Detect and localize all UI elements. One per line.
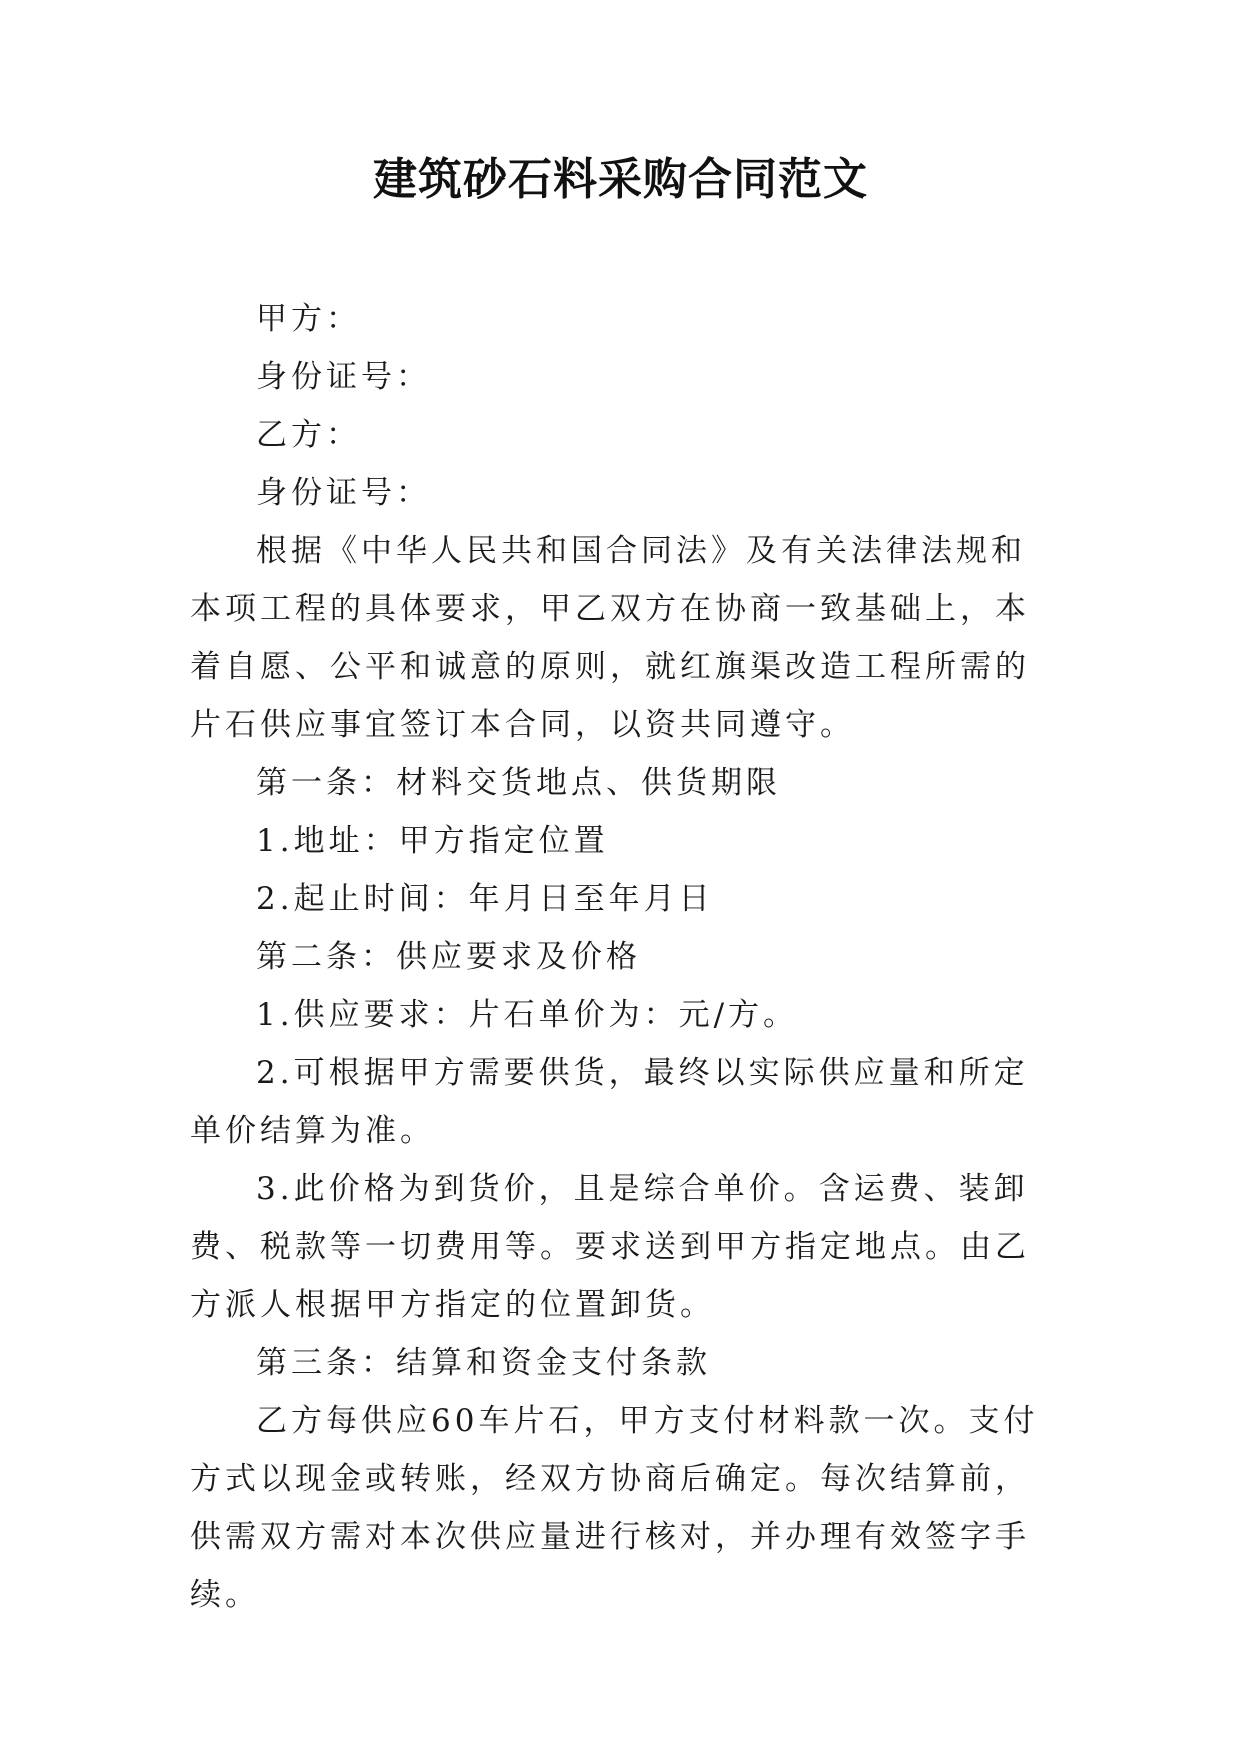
- article-2-item-2: 2.可根据甲方需要供货，最终以实际供应量和所定单价结算为准。: [190, 1055, 1029, 1149]
- document-title: 建筑砂石料采购合同范文: [373, 154, 868, 205]
- party-b-id-line: 身份证号：: [256, 475, 431, 511]
- article-2-item-3: 3.此价格为到货价，且是综合单价。含运费、装卸费、税款等一切费用等。要求送到甲方指定地点。由乙方派人根据甲方指定的位置卸货。: [190, 1171, 1030, 1323]
- party-a-id-line: 身份证号：: [256, 359, 431, 395]
- document-body: [190, 290, 1060, 1624]
- party-a-line: 甲方：: [256, 301, 361, 337]
- article-3-heading: 第三条：结算和资金支付条款: [256, 1345, 711, 1381]
- article-1-item-1: 1.地址：甲方指定位置: [256, 823, 609, 859]
- article-1-heading: 第一条：材料交货地点、供货期限: [256, 765, 781, 801]
- article-2-item-1: 1.供应要求：片石单价为：元/方。: [256, 997, 799, 1033]
- party-b-line: 乙方：: [256, 417, 361, 453]
- article-2-heading: 第二条：供应要求及价格: [256, 939, 641, 975]
- preamble-paragraph: 根据《中华人民共和国合同法》及有关法律法规和本项工程的具体要求，甲乙双方在协商一致基础上，本着自愿、公平和诚意的原则，就红旗渠改造工程所需的片石供应事宜签订本合同，以资共同遵守。: [190, 533, 1030, 743]
- article-3-paragraph: 乙方每供应60车片石，甲方支付材料款一次。支付方式以现金或转账，经双方协商后确定。每次结算前，供需双方需对本次供应量进行核对，并办理有效签字手续。: [190, 1403, 1039, 1613]
- article-1-item-2: 2.起止时间：年月日至年月日: [256, 881, 714, 917]
